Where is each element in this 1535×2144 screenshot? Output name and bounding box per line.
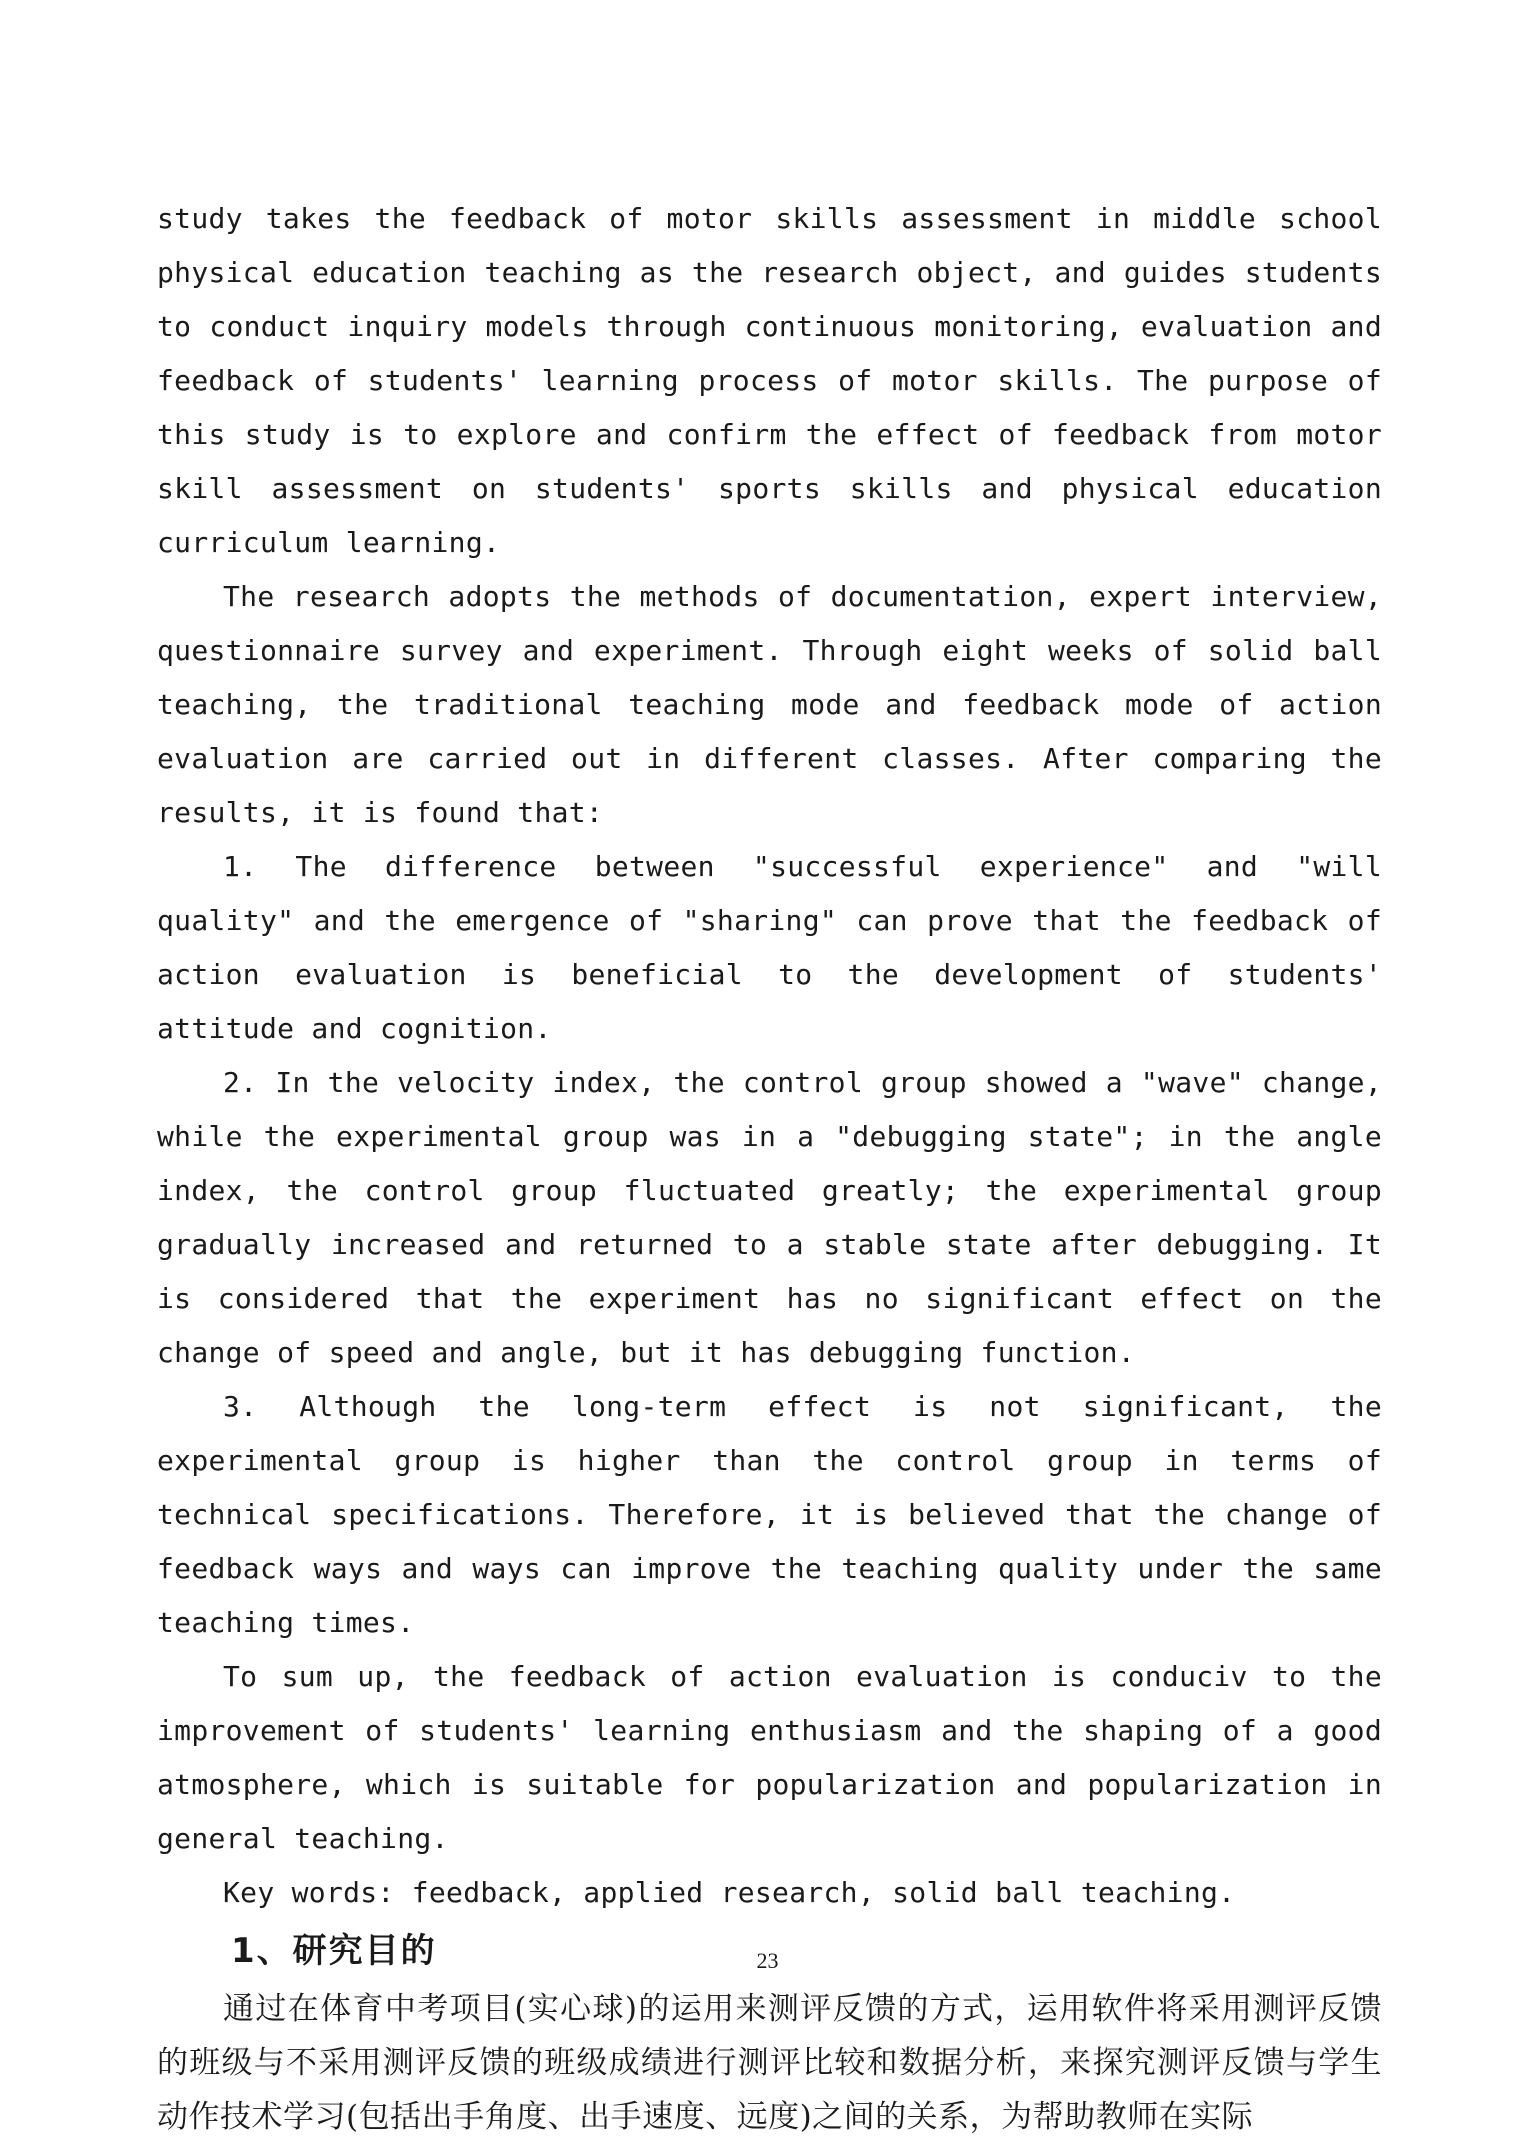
abstract-paragraph-1: study takes the feedback of motor skills assessment in middle school physical education teaching as the research object, and guides students to conduct inquiry models through continuous monitoring, evaluation and feedback of students' learning process of motor skills. The purpose of this study is to explore and confirm the effect of feedback from motor skill assessment on students' sports skills and physical education curriculum learning. <box>157 202 1382 559</box>
abstract-conclusion: To sum up, the feedback of action evaluation is conduciv to the improvement of students' learning enthusiasm and the shaping of a good atmosphere, which is suitable for popularization and popularization in general teaching. <box>157 1660 1382 1855</box>
page-number: 23 <box>756 1948 779 1973</box>
abstract-paragraph-2: The research adopts the methods of documentation, expert interview, questionnaire survey and experiment. Through eight weeks of solid ball teaching, the traditional teaching mode and feedback mode of action evaluation are carried out in different classes. After comparing the results, it is found that: <box>157 580 1382 829</box>
keywords-line: Key words: feedback, applied research, solid ball teaching. <box>223 1876 1236 1909</box>
section-paragraph: 通过在体育中考项目(实心球)的运用来测评反馈的方式，运用软件将采用测评反馈的班级与不采用测评反馈的班级成绩进行测评比较和数据分析，来探究测评反馈与学生动作技术学习(包括出手角度、出手速度、远度)之间的关系，为帮助教师在实际 <box>157 1991 1382 2135</box>
page-body <box>157 192 1382 2144</box>
section-heading: 1、研究目的 <box>231 1931 437 1971</box>
abstract-finding-2: 2. In the velocity index, the control group showed a "wave" change, while the experimental group was in a "debugging state"; in the angle index, the control group fluctuated greatly; the experimental group gradually increased and returned to a stable state after debugging. It is considered that the experiment has no significant effect on the change of speed and angle, but it has debugging function. <box>157 1066 1382 1369</box>
abstract-finding-1: 1. The difference between "successful experience" and "will quality" and the emergence of "sharing" can prove that the feedback of action evaluation is beneficial to the development of students' attitude and cognition. <box>157 850 1382 1045</box>
abstract-finding-3: 3. Although the long-term effect is not significant, the experimental group is higher than the control group in terms of technical specifications. Therefore, it is believed that the change of feedback ways and ways can improve the teaching quality under the same teaching times. <box>157 1390 1382 1639</box>
